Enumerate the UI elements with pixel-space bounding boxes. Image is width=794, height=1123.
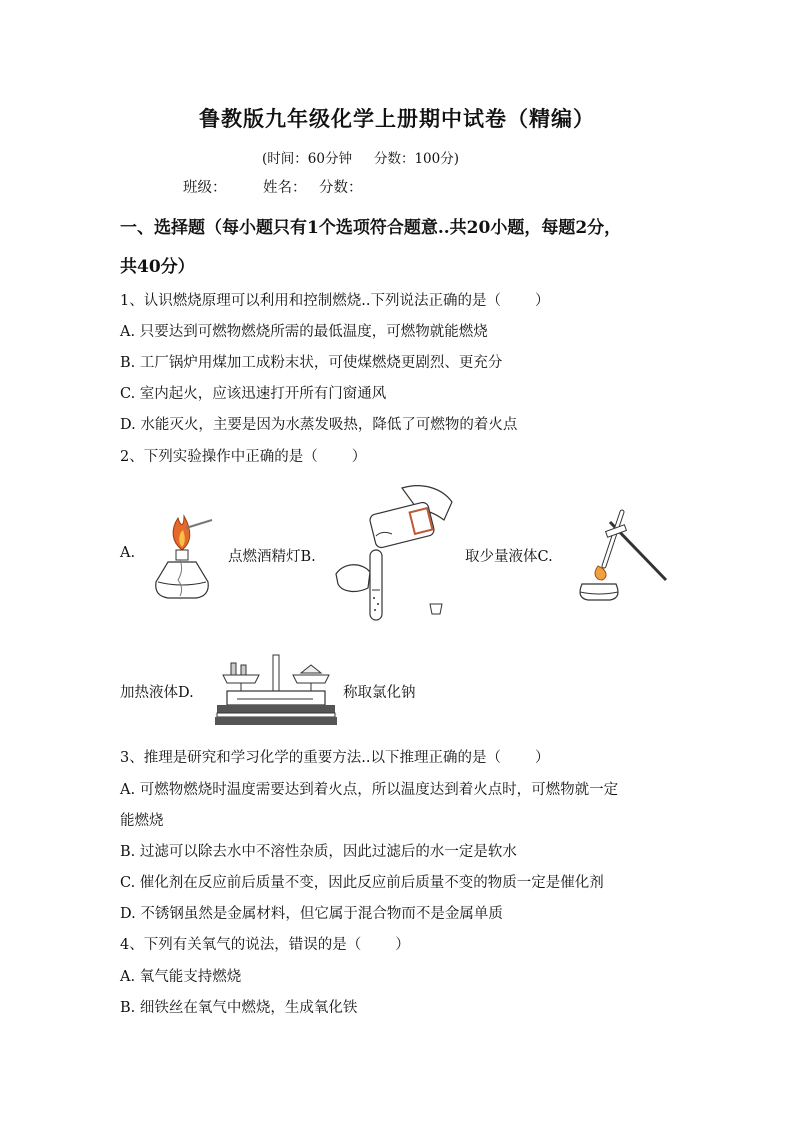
figure-a-prefix: A. <box>120 545 136 561</box>
figure-b-label: 取少量液体C. <box>465 549 553 565</box>
question-1-stem: 1、认识燃烧原理可以利用和控制燃烧..下列说法正确的是（ ） <box>120 293 550 309</box>
section-heading-line1: 一、选择题（每小题只有1个选项符合题意..共20小题，每题2分， <box>120 218 622 238</box>
figure-d-label: 称取氯化钠 <box>343 685 416 701</box>
question-4-option-a: A. 氧气能支持燃烧 <box>120 969 242 985</box>
pour-liquid-test-tube-icon <box>332 480 462 630</box>
question-1-option-c: C. 室内起火，应该迅速打开所有门窗通风 <box>120 386 387 402</box>
question-3-stem: 3、推理是研究和学习化学的重要方法..以下推理正确的是（ ） <box>120 750 550 766</box>
question-4-option-b: B. 细铁丝在氧气中燃烧，生成氧化铁 <box>120 1000 358 1016</box>
exam-score: 分数：100分) <box>373 151 459 167</box>
name-label: 姓名： <box>263 180 307 196</box>
question-3-option-d: D. 不锈钢虽然是金属材料，但它属于混合物而不是金属单质 <box>120 906 503 922</box>
alcohol-lamp-match-icon <box>148 510 218 602</box>
question-3-option-a-cont: 能燃烧 <box>120 813 164 829</box>
question-4-stem: 4、下列有关氧气的说法，错误的是（ ） <box>120 937 410 953</box>
score-label: 分数： <box>319 180 363 196</box>
question-3-option-c: C. 催化剂在反应前后质量不变，因此反应前后质量不变的物质一定是催化剂 <box>120 875 604 891</box>
figure-a-label: 点燃酒精灯B. <box>228 549 316 565</box>
balance-scale-icon <box>213 655 339 731</box>
exam-time: (时间：60分钟 <box>262 151 352 167</box>
student-info <box>183 176 363 197</box>
question-3-option-a: A. 可燃物燃烧时温度需要达到着火点，所以温度达到着火点时，可燃物就一定 <box>120 782 619 798</box>
question-3-option-b: B. 过滤可以除去水中不溶性杂质，因此过滤后的水一定是软水 <box>120 844 517 860</box>
question-2-stem: 2、下列实验操作中正确的是（ ） <box>120 449 367 465</box>
figure-c-label: 加热液体D. <box>120 685 194 701</box>
question-1-option-d: D. 水能灭火，主要是因为水蒸发吸热，降低了可燃物的着火点 <box>120 417 518 433</box>
question-1-option-a: A. 只要达到可燃物燃烧所需的最低温度，可燃物就能燃烧 <box>120 324 488 340</box>
question-1-option-b: B. 工厂锅炉用煤加工成粉末状，可使煤燃烧更剧烈、更充分 <box>120 355 503 371</box>
page-title: 鲁教版九年级化学上册期中试卷（精编） <box>199 106 595 131</box>
section-heading-line2: 共40分） <box>120 257 195 277</box>
class-label: 班级： <box>183 180 227 196</box>
exam-subtitle <box>262 147 481 167</box>
heat-test-tube-icon <box>570 508 674 604</box>
